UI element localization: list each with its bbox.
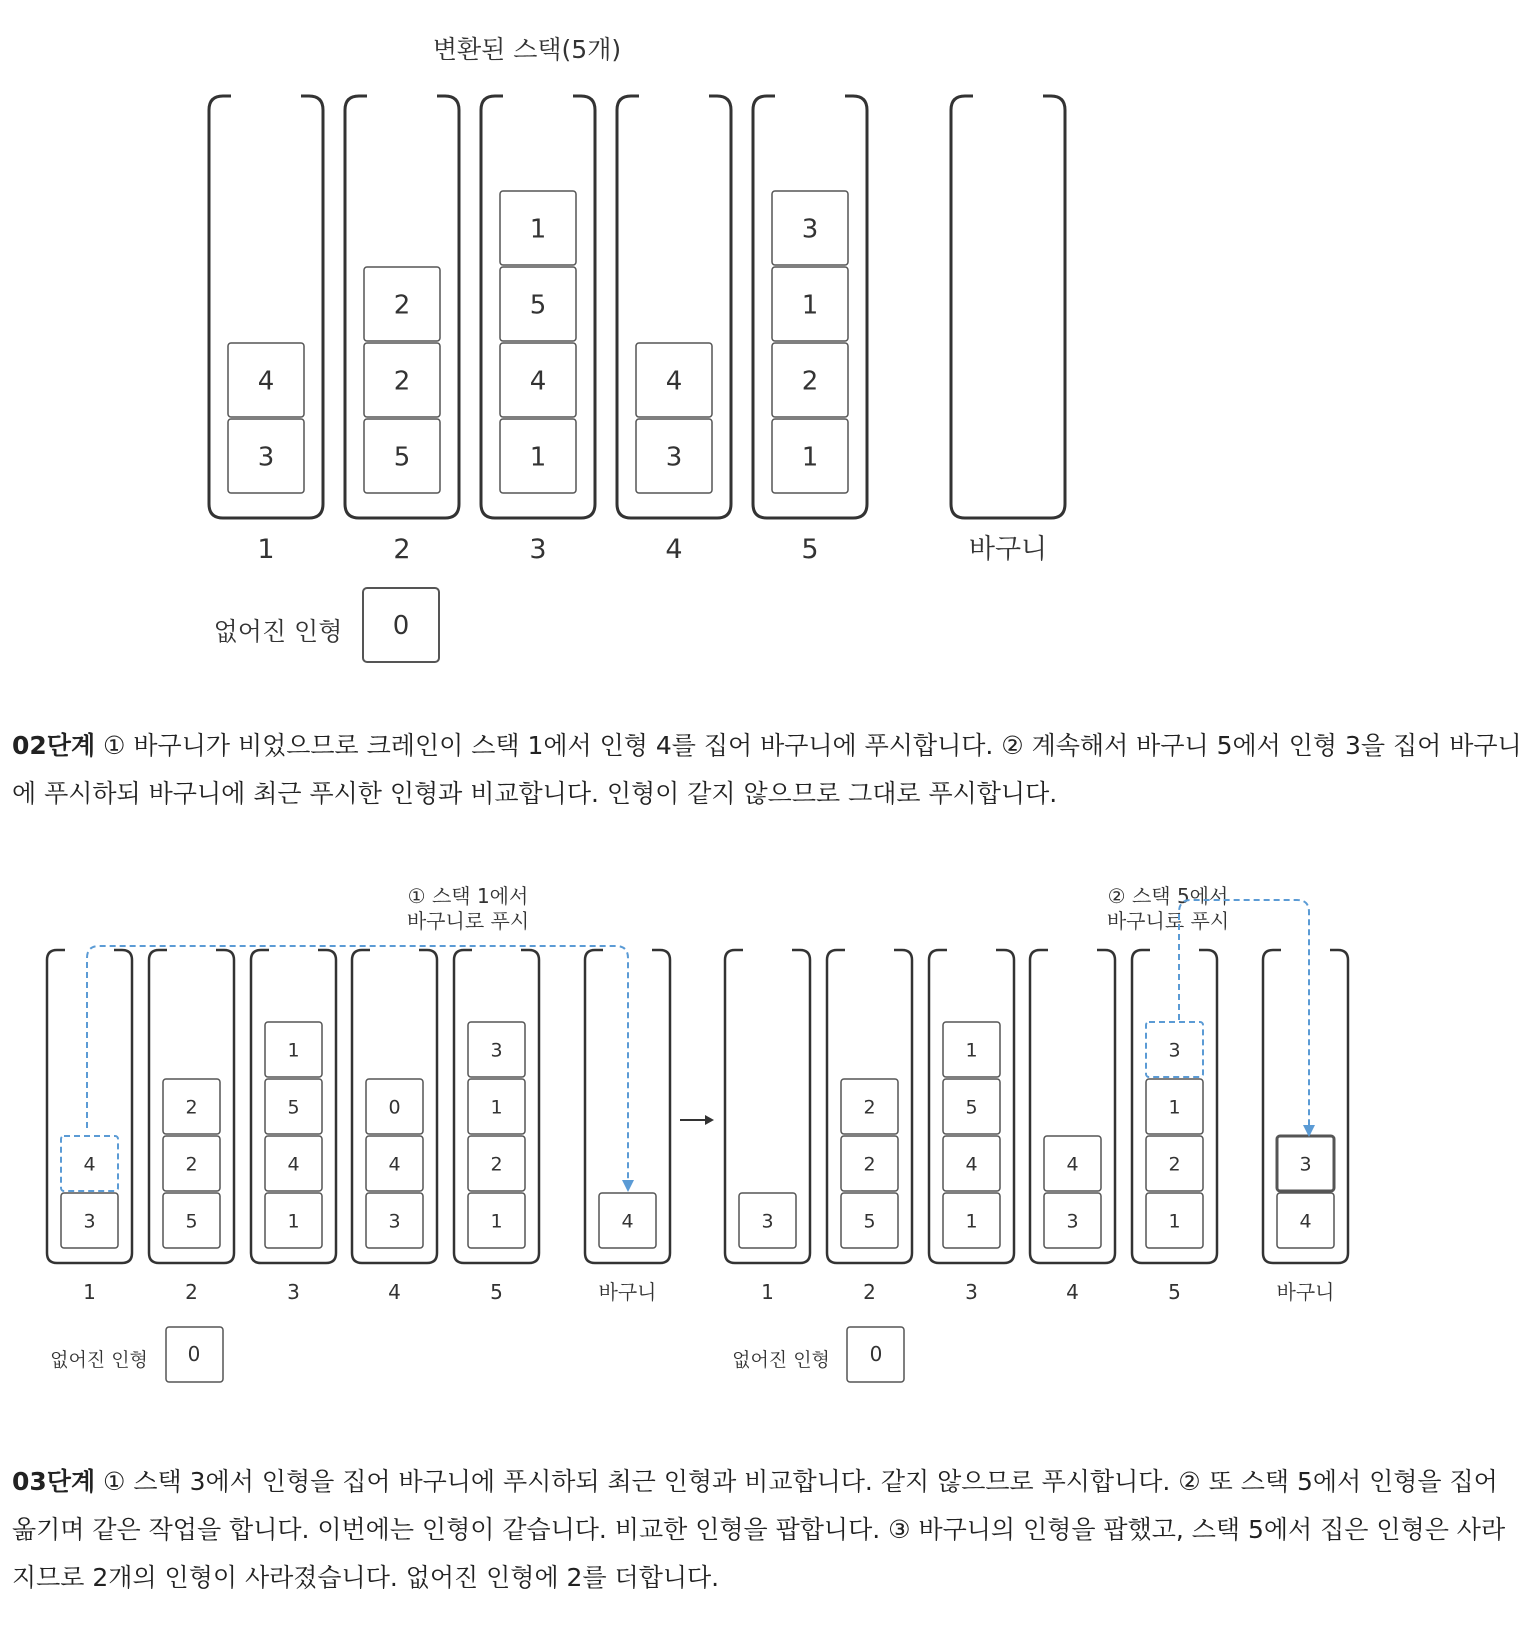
d2-right-stack-2-item: 2 — [863, 1153, 876, 1176]
d1-stack-3-item: 1 — [529, 214, 547, 245]
d2-left-stack-5-item: 3 — [490, 1039, 503, 1062]
d2-right-stack-3-item: 4 — [965, 1153, 978, 1176]
d1-basket-label: 바구니 — [968, 534, 1048, 565]
step2-text: ① 바구니가 비었으므로 크레인이 스택 1에서 인형 4를 집어 바구니에 푸시합니다. ② 계속해서 바구니 5에서 인형 3을 집어 바구니에 푸시하되 바구니에 최근 푸시한 인형과 비교합니다. 인형이 같지 않으므로 그대로 푸시합니다. — [12, 731, 1522, 808]
d2-right-stack-5-item: 3 — [1168, 1039, 1181, 1062]
d1-basket — [951, 96, 1065, 518]
d1-stack-2-item: 2 — [393, 366, 411, 397]
d1-stack-5-item: 1 — [801, 442, 819, 473]
step3-heading: 03단계 — [12, 1467, 96, 1496]
diagram-step2 — [0, 860, 1540, 1420]
d2-right-stack-2-item: 2 — [863, 1096, 876, 1119]
d2-left-stack-3-item: 4 — [287, 1153, 300, 1176]
d2-right-stack-5-item: 1 — [1168, 1210, 1181, 1233]
d2-left-stack-3-item: 1 — [287, 1210, 300, 1233]
removed-label-right: 없어진 인형 — [732, 1349, 830, 1371]
d2-right-stack-1-item: 3 — [761, 1210, 774, 1233]
d2-left-stack-2-item: 2 — [185, 1096, 198, 1119]
step2-heading: 02단계 — [12, 731, 96, 760]
removed-count: 0 — [392, 611, 410, 641]
d1-stack-5-item: 1 — [801, 290, 819, 321]
d2-right-stack-5-item: 2 — [1168, 1153, 1181, 1176]
d2-left-stack-2-label: 2 — [185, 1280, 198, 1304]
d2-left-stack-5-item: 2 — [490, 1153, 503, 1176]
push-arrowhead-left — [622, 1180, 634, 1192]
d1-stack-3-item: 5 — [529, 290, 547, 321]
d1-stack-3-label: 3 — [529, 534, 547, 565]
d1-stack-2-label: 2 — [393, 534, 411, 565]
removed-label-left: 없어진 인형 — [50, 1349, 148, 1371]
d2-right-stack-5-label: 5 — [1168, 1280, 1181, 1304]
annotation-right-line2: 바구니로 푸시 — [1106, 909, 1230, 933]
d2-right-stack-4-item: 4 — [1066, 1153, 1079, 1176]
d2-left-stack-4-item: 0 — [388, 1096, 401, 1119]
d2-left-stack-4-label: 4 — [388, 1280, 401, 1304]
d2-left-stack-3-item: 1 — [287, 1039, 300, 1062]
d2-right-stack-4-item: 3 — [1066, 1210, 1079, 1233]
annotation-right-line1: ② 스택 5에서 — [1107, 884, 1229, 908]
d2-right-stack-2-label: 2 — [863, 1280, 876, 1304]
d2-left-stack-4-item: 4 — [388, 1153, 401, 1176]
step2-paragraph — [12, 722, 1528, 818]
diagram1-title: 변환된 스택(5개) — [432, 35, 622, 64]
d2-right-stack-3-label: 3 — [965, 1280, 978, 1304]
d2-left-stack-4-item: 3 — [388, 1210, 401, 1233]
diagram-transformed-stacks — [0, 0, 1540, 680]
transition-arrow-head — [705, 1115, 714, 1125]
d2-right-basket-item: 4 — [1299, 1210, 1312, 1233]
d2-left-stack-2-item: 2 — [185, 1153, 198, 1176]
d2-left-stack-2-item: 5 — [185, 1210, 198, 1233]
d2-left-stack-1-item: 4 — [83, 1153, 96, 1176]
d1-stack-3-item: 1 — [529, 442, 547, 473]
d1-stack-5-item: 3 — [801, 214, 819, 245]
d1-stack-2-item: 2 — [393, 290, 411, 321]
removed-count-left: 0 — [187, 1342, 201, 1366]
d2-left-stack-5-item: 1 — [490, 1096, 503, 1119]
d2-left-basket-item: 4 — [621, 1210, 634, 1233]
removed-label: 없어진 인형 — [213, 617, 343, 646]
removed-count-right: 0 — [869, 1342, 883, 1366]
d1-stack-1-item: 4 — [257, 366, 275, 397]
d2-left-stack-1-label: 1 — [83, 1280, 96, 1304]
d2-left-stack-3-label: 3 — [287, 1280, 300, 1304]
d2-right-stack-3-item: 5 — [965, 1096, 978, 1119]
d1-stack-3-item: 4 — [529, 366, 547, 397]
d1-stack-5-item: 2 — [801, 366, 819, 397]
annotation-left-line2: 바구니로 푸시 — [406, 909, 530, 933]
d1-stack-2-item: 5 — [393, 442, 411, 473]
d2-left-stack-1-item: 3 — [83, 1210, 96, 1233]
d2-right-stack-4-label: 4 — [1066, 1280, 1079, 1304]
step3-text: ① 스택 3에서 인형을 집어 바구니에 푸시하되 최근 인형과 비교합니다. 같지 않으므로 푸시합니다. ② 또 스택 5에서 인형을 집어 옮기며 같은 작업을 합니다. 이번에는 인형이 같습니다. 비교한 인형을 팝합니다. ③ 바구니의 인형을 팝했고, 스택 5에서 집은 인형은 사라지므로 2개의 인형이 사라졌습니다. 없어진 인형에 2를 더합니다. — [12, 1467, 1506, 1592]
d1-stack-4-item: 4 — [665, 366, 683, 397]
annotation-left-line1: ① 스택 1에서 — [407, 884, 529, 908]
d2-right-stack-3-item: 1 — [965, 1210, 978, 1233]
d1-stack-4-label: 4 — [665, 534, 683, 565]
d2-left-stack-5-label: 5 — [490, 1280, 503, 1304]
d2-left-stack-3-item: 5 — [287, 1096, 300, 1119]
d1-stack-1-item: 3 — [257, 442, 275, 473]
step3-paragraph — [12, 1458, 1528, 1602]
d2-left-stack-5-item: 1 — [490, 1210, 503, 1233]
d2-right-stack-1-label: 1 — [761, 1280, 774, 1304]
d1-stack-5-label: 5 — [801, 534, 819, 565]
d2-right-stack-2-item: 5 — [863, 1210, 876, 1233]
d2-right-stack-5-item: 1 — [1168, 1096, 1181, 1119]
d2-right-basket-item: 3 — [1299, 1153, 1312, 1176]
d2-right-basket-label: 바구니 — [1276, 1280, 1335, 1304]
d1-stack-1-label: 1 — [257, 534, 275, 565]
d2-left-basket-label: 바구니 — [598, 1280, 657, 1304]
d1-stack-4-item: 3 — [665, 442, 683, 473]
d2-right-stack-3-item: 1 — [965, 1039, 978, 1062]
